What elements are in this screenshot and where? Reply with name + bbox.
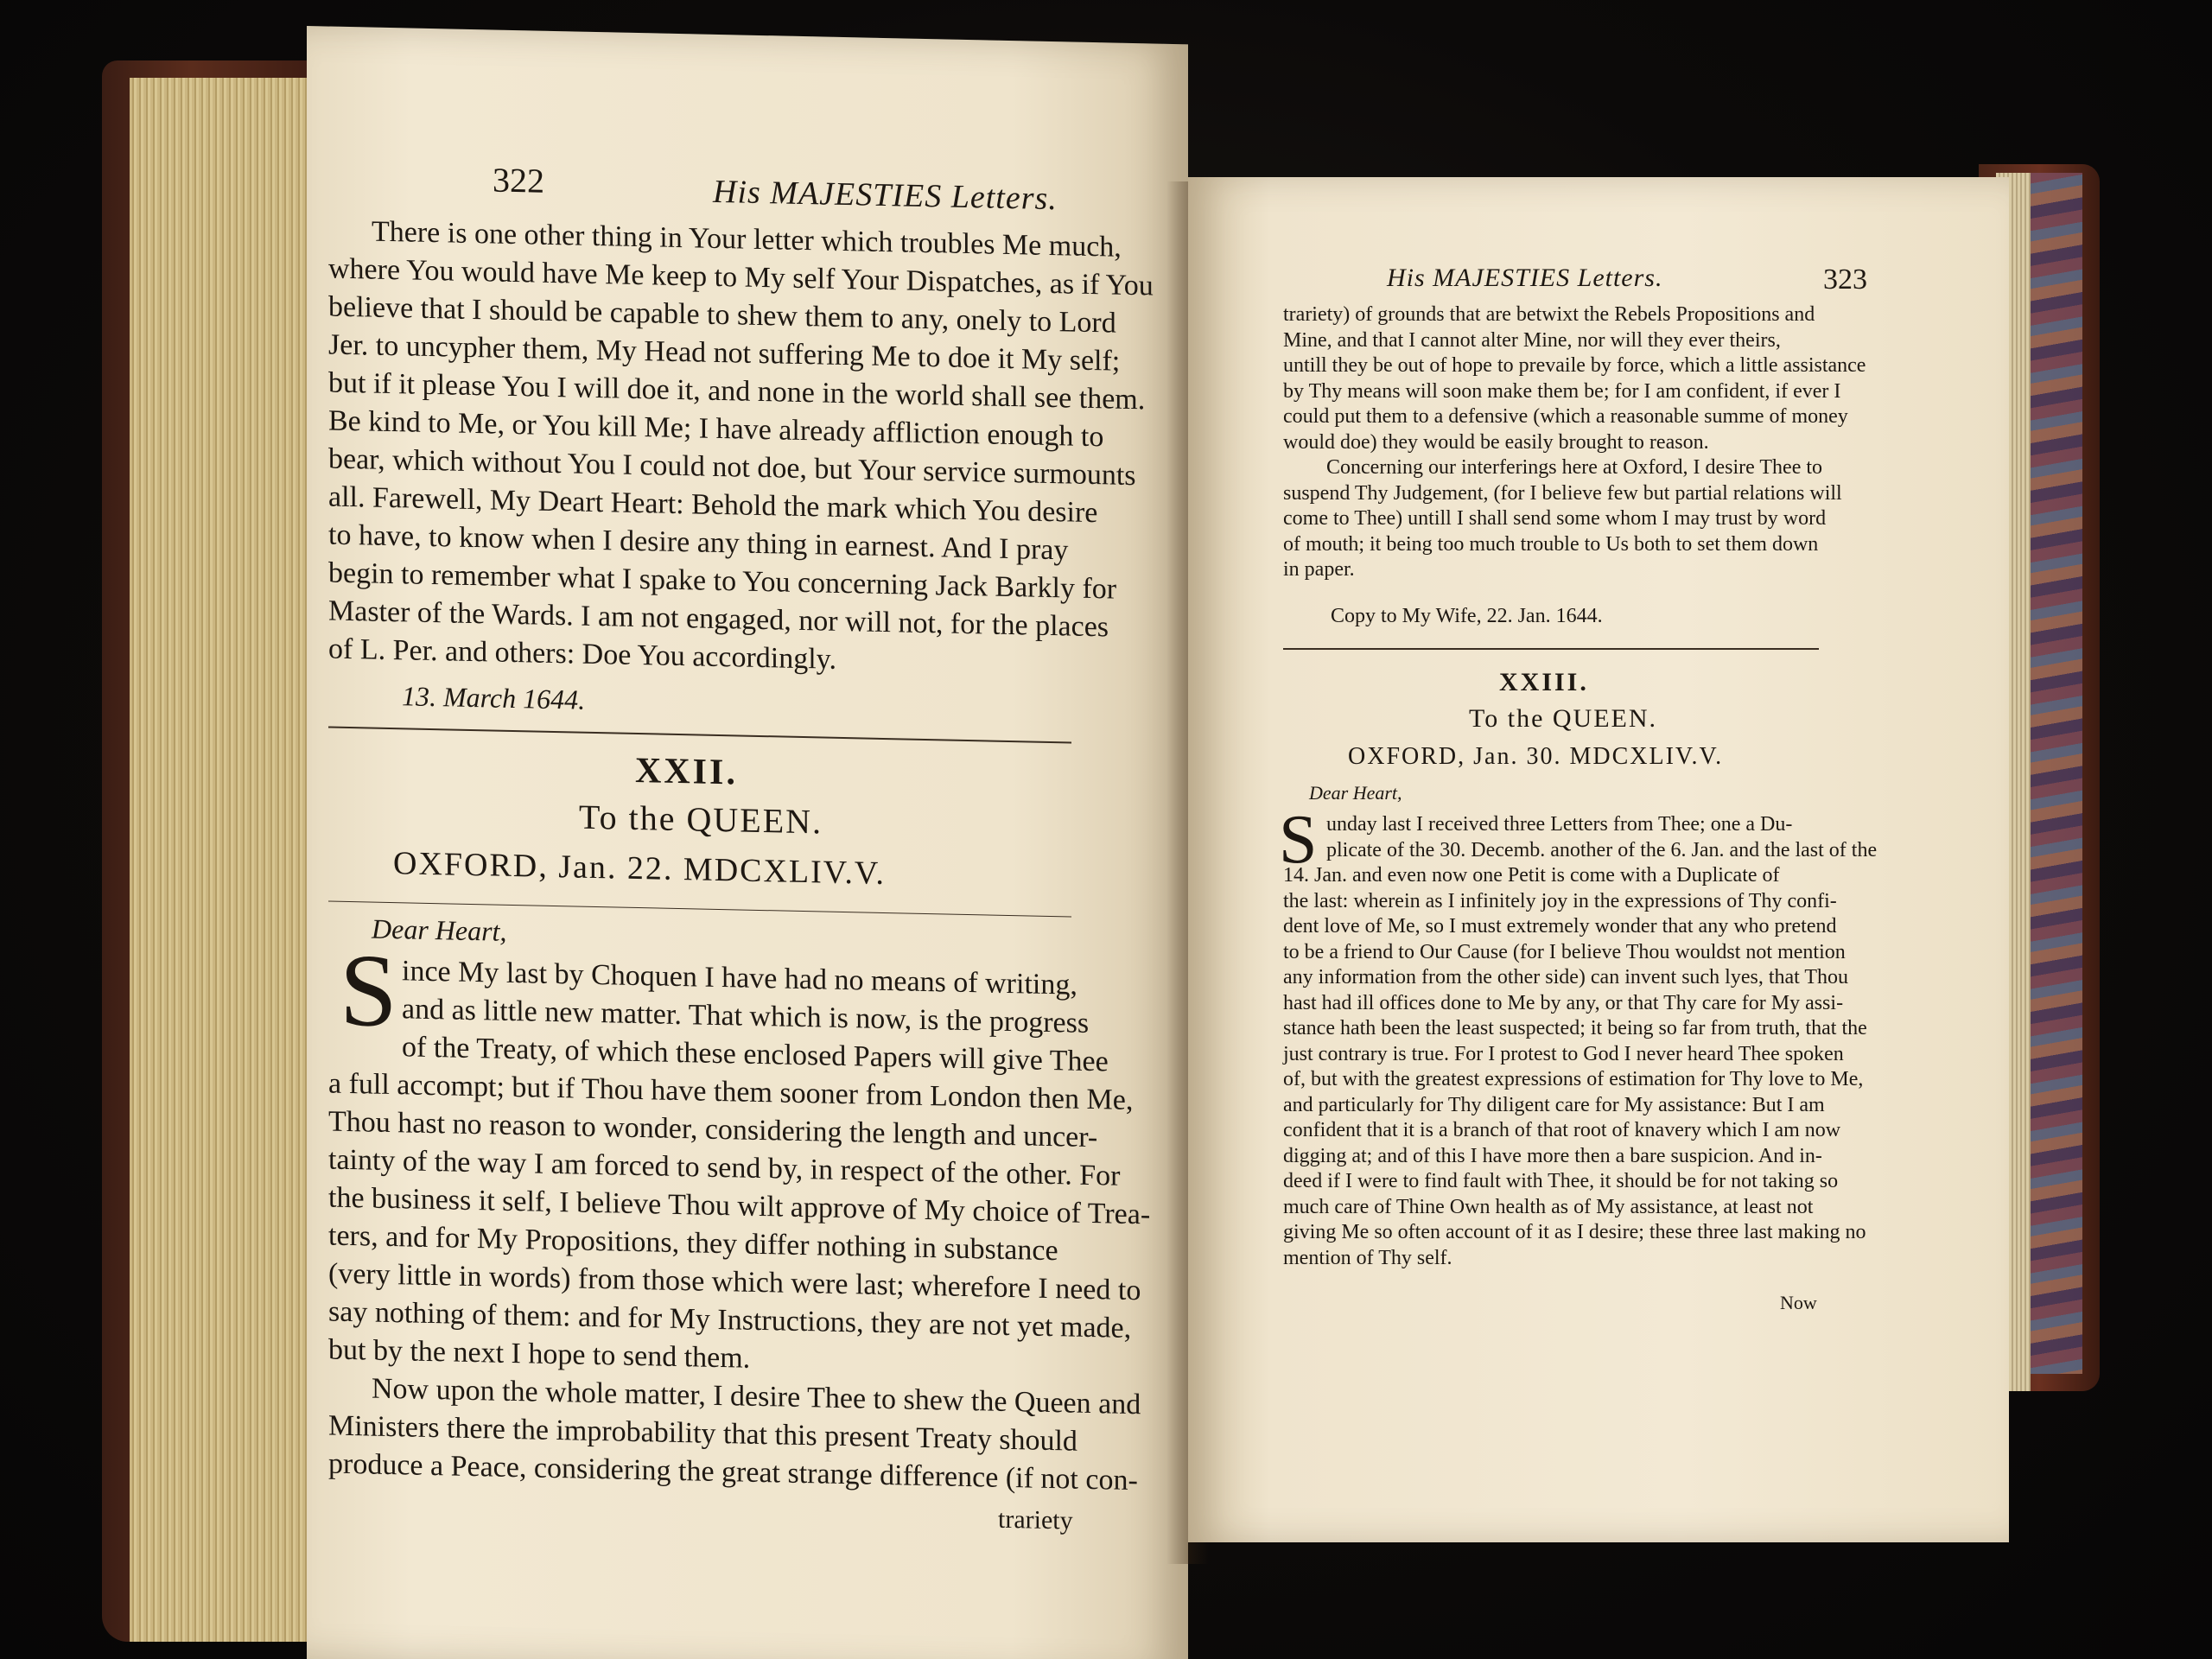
letter-addressee: To the QUEEN.	[579, 797, 823, 842]
page-edges-left	[130, 78, 328, 1642]
text-line: Ministers there the improbability that this present Treaty should	[328, 1409, 1077, 1458]
letter-body-continued	[1283, 863, 1966, 1271]
running-head-right: His MAJESTIES Letters.	[1387, 264, 1663, 292]
text-line: Be kind to Me, or You kill Me; I have already affliction enough to	[328, 404, 1104, 454]
dateline-heading: OXFORD, Jan. 30. MDCXLIV.V.	[1348, 743, 1724, 770]
text-line: a full accompt; but if Thou have them sooner from London then Me,	[328, 1067, 1134, 1117]
text-line: There is one other thing in Your letter which troubles Me much,	[372, 215, 1122, 264]
text-line: deed if I were to find fault with Thee, it should be for not taking so	[1283, 1170, 1839, 1192]
text-line: produce a Peace, considering the great strange difference (if not con-	[328, 1447, 1138, 1497]
dateline-heading: OXFORD, Jan. 22. MDCXLIV.V.	[393, 845, 886, 893]
left-page	[307, 26, 1188, 1659]
section-rule	[1283, 648, 1819, 650]
catchword-left: trariety	[998, 1504, 1073, 1535]
text-line: of L. Per. and others: Doe You accordingly.	[328, 632, 836, 676]
text-line: would doe) they would be easily brought to reason.	[1283, 430, 1709, 454]
text-line: Now upon the whole matter, I desire Thee to shew the Queen and	[372, 1372, 1141, 1421]
text-line: to be a friend to Our Cause (for I believe Thou wouldst not mention	[1283, 940, 1846, 963]
text-line: where You would have Me keep to My self Your Dispatches, as if You	[328, 252, 1154, 302]
text-line: unday last I received three Letters from Thee; one a Du-	[1326, 813, 1793, 836]
right-page-text	[1283, 302, 1966, 583]
text-line: trariety) of grounds that are betwixt the Rebels Propositions and	[1283, 303, 1815, 326]
text-line: ters, and for My Propositions, they differ nothing in substance	[328, 1219, 1058, 1268]
text-line: dent love of Me, so I must extremely wonder that any who pretend	[1283, 915, 1837, 938]
text-line: ince My last by Choquen I have had no means of writing,	[402, 955, 1077, 1001]
salutation: Dear Heart,	[1309, 782, 1402, 804]
text-line: but if it please You I will doe it, and none in the world shall see them.	[328, 366, 1146, 416]
text-line: in paper.	[1283, 558, 1355, 581]
copy-note: Copy to My Wife, 22. Jan. 1644.	[1331, 605, 1603, 627]
text-line: just contrary is true. For I protest to God I never heard Thee spoken	[1283, 1042, 1844, 1065]
text-line: and particularly for Thy diligent care for My assistance: But I am	[1283, 1093, 1825, 1116]
text-line: Thou hast no reason to wonder, considering the length and uncer-	[328, 1105, 1098, 1154]
text-line: mention of Thy self.	[1283, 1246, 1452, 1269]
letter-date: 13. March 1644.	[402, 680, 586, 715]
page-number-right: 323	[1823, 264, 1867, 296]
marbled-edge	[2022, 173, 2082, 1374]
text-line: giving Me so often account of it as I desire; these three last making no	[1283, 1221, 1866, 1243]
text-line: Mine, and that I cannot alter Mine, nor will they ever theirs,	[1283, 328, 1781, 352]
text-line: but by the next I hope to send them.	[328, 1333, 751, 1375]
letter-body	[1326, 812, 1966, 863]
drop-cap: S	[340, 931, 397, 1049]
letter-body	[402, 952, 1109, 1081]
text-line: 14. Jan. and even now one Petit is come with a Duplicate of	[1283, 864, 1780, 887]
page-number-left: 322	[493, 160, 544, 200]
letter-number: XXIII.	[1499, 668, 1589, 696]
text-line: suspend Thy Judgement, (for I believe few but partial relations will	[1283, 481, 1842, 505]
text-line: Jer. to uncypher them, My Head not suffering Me to doe it My self;	[328, 328, 1121, 378]
text-line: (very little in words) from those which were last; wherefore I need to	[328, 1257, 1141, 1307]
text-line: digging at; and of this I have more then a bare suspicion. And in-	[1283, 1144, 1822, 1167]
catchword-right: Now	[1780, 1292, 1817, 1313]
text-line: the last: wherein as I infinitely joy in the expressions of Thy confi-	[1283, 889, 1837, 912]
drop-cap: S	[1279, 802, 1318, 878]
letter-addressee: To the QUEEN.	[1469, 704, 1658, 733]
text-line: bear, which without You I could not doe, but Your service surmounts	[328, 442, 1136, 493]
text-line: believe that I should be capable to shew them to any, onely to Lord	[328, 290, 1116, 340]
letter-number: XXII.	[635, 750, 738, 793]
text-line: Master of the Wards. I am not engaged, nor will not, for the places	[328, 594, 1109, 644]
text-line: confident that it is a branch of that root of knavery which I am now	[1283, 1119, 1841, 1141]
text-line: begin to remember what I spake to You concerning Jack Barkly for	[328, 556, 1117, 606]
text-line: of, but with the greatest expressions of estimation for Thy love to Me,	[1283, 1068, 1864, 1090]
text-line: the business it self, I believe Thou wilt approve of My choice of Trea-	[328, 1181, 1151, 1231]
left-page-text	[328, 213, 1154, 685]
right-page	[1188, 177, 2009, 1542]
running-head-left: His MAJESTIES Letters.	[713, 173, 1058, 218]
text-line: hast had ill offices done to Me by any, or that Thy care for My assi-	[1283, 991, 1844, 1014]
salutation: Dear Heart,	[372, 912, 507, 947]
text-line: come to Thee) untill I shall send some whom I may trust by word	[1283, 507, 1827, 530]
text-line: plicate of the 30. Decemb. another of the 6. Jan. and the last of the	[1326, 838, 1878, 861]
text-line: all. Farewell, My Deart Heart: Behold the mark which You desire	[328, 480, 1098, 530]
letter-body-continued	[328, 1065, 1151, 1499]
text-line: untill they be out of hope to prevaile by force, which a little assistance	[1283, 354, 1866, 377]
text-line: and as little new matter. That which is now, is the progress	[402, 993, 1090, 1039]
text-line: by Thy means will soon make them be; for I am confident, if ever I	[1283, 379, 1841, 403]
text-line: much care of Thine Own health as of My assistance, at least not	[1283, 1195, 1814, 1218]
text-line: could put them to a defensive (which a reasonable summe of money	[1283, 405, 1848, 428]
text-line: tainty of the way I am forced to send by, in respect of the other. For	[328, 1143, 1121, 1192]
text-line: say nothing of them: and for My Instructions, they are not yet made,	[328, 1295, 1132, 1344]
text-line: Concerning our interferings here at Oxford, I desire Thee to	[1326, 456, 1823, 479]
text-line: stance hath been the least suspected; it being so far from truth, that the	[1283, 1017, 1867, 1039]
text-line: to have, to know when I desire any thing in earnest. And I pray	[328, 518, 1069, 567]
text-line: any information from the other side) can invent such lyes, that Thou	[1283, 966, 1849, 988]
text-line: of mouth; it being too much trouble to Us both to set them down	[1283, 532, 1819, 556]
text-line: of the Treaty, of which these enclosed Papers will give Thee	[402, 1031, 1109, 1078]
section-rule	[328, 727, 1071, 744]
